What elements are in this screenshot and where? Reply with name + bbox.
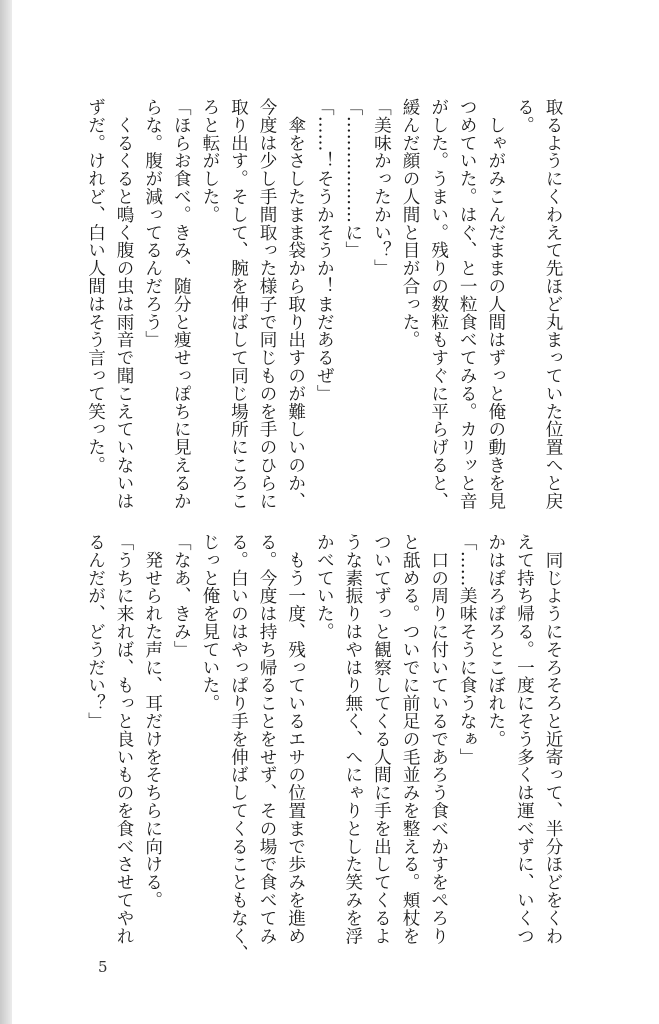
text-line: 取り出す。そして、腕を伸ばして同じ場所にころこ [228, 98, 249, 510]
text-line: ろと転がした。 [199, 98, 220, 224]
text-line: 「美味かったかい？」 [371, 98, 392, 277]
text-line: ついてずっと観察してくる人間に手を出してくるよ [371, 533, 392, 945]
text-line: つめていた。はぐ、と一粒食べてみる。カリッと音 [457, 98, 478, 510]
text-line: る。 [514, 98, 535, 134]
text-line: えて持ち帰る。一度にそう多くは運べずに、いくつ [514, 533, 535, 945]
text-line: じっと俺を見ていた。 [199, 533, 220, 712]
text-line: らな。腹が減ってるんだろう」 [142, 98, 163, 349]
text-line: もう一度、残っているエサの位置まで歩みを進め [285, 533, 306, 945]
text-line: る。今度は持ち帰ることをせず、その場で食べてみ [257, 533, 278, 945]
book-page [12, 0, 659, 1024]
text-line: る。白いのはやっぱり手を伸ばしてくることもなく、 [228, 533, 249, 963]
text-line: 取るようにくわえて先ほど丸まっていた位置へと戻 [543, 98, 563, 510]
text-line: 「………………に」 [342, 98, 363, 260]
text-line: 緩んだ顔の人間と目が合った。 [400, 98, 421, 349]
text-line: かはぽろぽろとこぼれた。 [485, 533, 506, 748]
text-line: 口の周りに付いているであろう食べかすをぺろり [428, 533, 449, 945]
text-line: 傘をさしたまま袋から取り出すのが難しいのか、 [285, 98, 306, 510]
page-number: 5 [98, 958, 108, 976]
text-line: 「……！そうかそうか！まだあるぜ」 [314, 98, 335, 403]
text-block-bottom [81, 533, 567, 963]
text-line: くるくると鳴く腹の虫は雨音で聞こえていないは [114, 98, 135, 510]
text-line: 「なあ、きみ」 [171, 533, 192, 659]
text-line: 今度は少し手間取った様子で同じものを手のひらに [257, 98, 278, 510]
text-line: 「うちに来れば、もっと良いものを食べさせてやれ [114, 533, 135, 945]
text-line: 「……美味そうに食うなぁ」 [457, 533, 478, 766]
text-line: 同じようにそろそろと近寄って、半分ほどをくわ [543, 533, 563, 945]
text-block-top [81, 98, 567, 510]
text-line: 発せられた声に、耳だけをそちらに向ける。 [142, 533, 163, 909]
text-line: しゃがみこんだままの人間はずっと俺の動きを見 [485, 98, 506, 510]
text-line: うな素振りはやはり無く、へにゃりとした笑みを浮 [342, 533, 363, 945]
page-edge [0, 0, 12, 1024]
text-line: がした。うまい。残りの数粒もすぐに平らげると、 [428, 98, 449, 510]
text-line: るんだが、どうだい？」 [85, 533, 106, 730]
text-line: ずだ。けれど、白い人間はそう言って笑った。 [85, 98, 106, 474]
text-line: かべていた。 [314, 533, 335, 641]
text-line: 「ほらお食べ。きみ、随分と痩せっぽちに見えるか [171, 98, 192, 510]
text-line: と舐める。ついでに前足の毛並みを整える。頬杖を [400, 533, 421, 945]
